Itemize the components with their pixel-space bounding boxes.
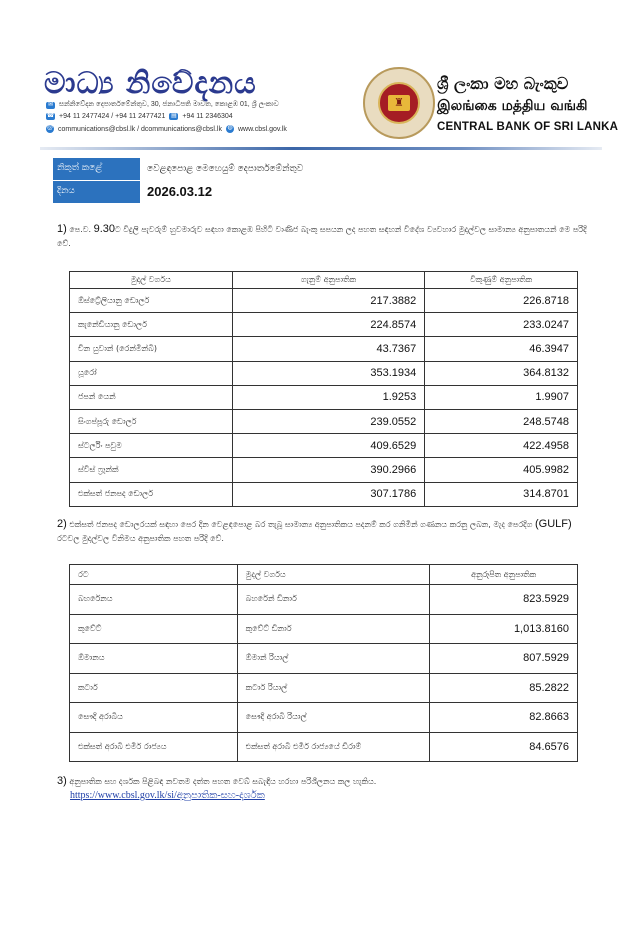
issued-by-row [53,158,303,180]
table-row: කටාර් කටාර් රියාල් 85.2822 [70,673,578,703]
date-label: දිනය [53,181,140,203]
letterhead [0,0,640,150]
table-row: චීන යුවාන් (රෙන්මින්බි) 43.7367 46.3947 [70,337,578,361]
table-row: ඕස්ට්‍රේලියානු ඩොලර් 217.3882 226.8718 [70,289,578,313]
contact-web [46,125,287,133]
release-meta [53,158,303,204]
column-header-currency: මුදල් වර්ගය [70,272,233,289]
table-header-row [70,272,578,289]
table-row: ස්ටර්ලිං පවුම 409.6529 422.4958 [70,434,578,458]
contact-phone: ☎ +94 11 2477424 / +94 11 2477421 ▤ +94 11 2346304 [46,113,233,120]
email-links[interactable]: communications@cbsl.lk / dcommunications@cbsl.lk [58,125,222,133]
seal-center [378,82,420,124]
header-divider [40,147,602,150]
section-3-text: 3) අනුපාතික සහ දර්ශක පිළිබඳ නවතම දත්ත පහත වෙබ් සබැඳිය හරහා පරිශීලනය කල හැකිය. https://www.cbsl.gov.lk/si/අනුපාතික-සහ-දර්ශක [57,774,587,803]
section-2-text: 2) එක්සත් ජනපද ඩොලරයක් සඳහා පෙර දින වෙළඳපොළ බර තැබූ සාමාන්‍ය අනුපාතිකය පදනම් කර ගනිමින් ගණනය කරනු ලබන, මැද පෙරදිග (GULF) රටවල මුදල්වල විනිමය අනුපාතික පහත පරිදි වේ. [57,518,572,543]
press-release-title: මාධ්‍ය නිවේදනය [44,66,257,101]
bank-name-tamil: இலங்கை மத்திய வங்கி [437,98,588,114]
column-header-buying: ගැනුම් අනුපාතික [232,272,425,289]
table-row: යූරෝ 353.1934 364.8132 [70,361,578,385]
table-row: ඕමානය ඕමාන් රියාල් 807.5929 [70,644,578,674]
email-icon: @ [46,125,54,131]
exchange-rate-table [69,271,578,507]
globe-icon: ◍ [227,125,233,131]
date-row [53,181,303,203]
cbsl-seal-logo [363,67,435,139]
table-row: එක්සත් අරාබි එමීර් රාජ්‍යය එක්සත් අරාබි එමීර් රාජ්‍යයේ ඩිරාම් 84.6576 [70,732,578,762]
column-header-rate: අනුරූපිත අනුපාතික [430,565,578,585]
phone-icon: ☎ [46,113,55,119]
bank-name-sinhala: ශ්‍රී ලංකා මහ බැංකුව [437,74,569,93]
issued-by-label: නිකුත් කළේ [53,158,140,180]
website-link[interactable]: www.cbsl.gov.lk [238,125,287,133]
table-row: ස්විස් ෆ්‍රෑන්ක් 390.2966 405.9982 [70,458,578,482]
gulf-rate-table [69,564,578,762]
fax-icon: ▤ [171,113,177,119]
lion-icon: ♜ [388,95,410,111]
issued-by-value: වෙළඳපොළ මෙහෙයුම් දෙපාර්තමේන්තුව [147,164,304,174]
envelope-icon: ✉ [47,101,54,108]
section-1-text: 1) පෙ.ව. 9.30ට විදුලි පැවරුම් හුවමාරුව සඳහා කොළඹ පිහිටි වාණිජ බැංකු සපයන ලද පහත සඳහන් විදේශ ව්‍යවහාර මුදල්වල සාමාන්‍ය අනුපාතයන් මෙ පරිදි වේ. [57,223,587,248]
date-value: 2026.03.12 [147,184,213,199]
table-row: එක්සත් ජනපද ඩොලර් 307.1786 314.8701 [70,482,578,506]
bank-name-english: CENTRAL BANK OF SRI LANKA [437,121,619,133]
contact-address: ✉ සන්නිවේදන දෙපාර්තමේන්තුව, 30, ජනාධිපති මාවත, කොළඹ 01, ශ්‍රී ලංකාව [47,101,279,108]
table-row: කැනේඩියානු ඩොලර් 224.8574 233.0247 [70,313,578,337]
rates-indices-link[interactable]: https://www.cbsl.gov.lk/si/අනුපාතික-සහ-දර්ශක [70,790,265,801]
column-header-country: රට [70,565,238,585]
table-header-row [70,565,578,585]
table-row: කුවේට් කුවේට් ඩිනාර් 1,013.8160 [70,614,578,644]
table-row: සෞදි අරාබිය සෞදි අරාබි රියාල් 82.8663 [70,703,578,733]
column-header-currency: මුදල් වර්ගය [237,565,430,585]
column-header-selling: විකුණුම් අනුපාතික [425,272,578,289]
table-row: ජපන් යෙන් 1.9253 1.9907 [70,385,578,409]
table-row: සිංගප්පූරු ඩොලර් 239.0552 248.5748 [70,409,578,433]
table-row: බහරේනය බහරේන් ඩිනාර් 823.5929 [70,585,578,615]
